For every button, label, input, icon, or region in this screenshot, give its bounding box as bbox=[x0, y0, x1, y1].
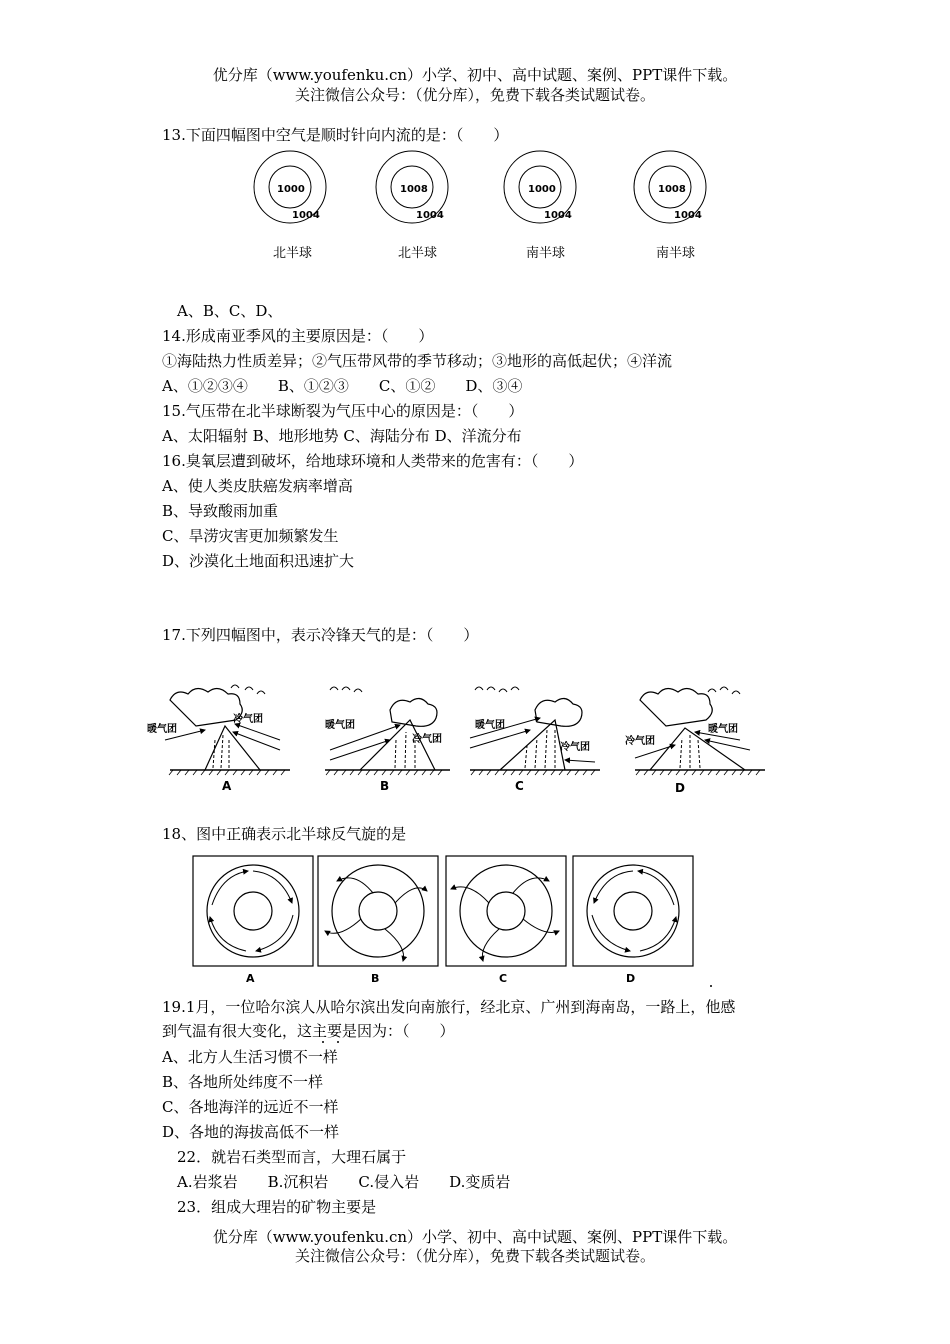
front-diagram-d bbox=[625, 687, 765, 795]
question-16: 16.臭氧层遭到破坏，给地球环境和人类带来的危害有：（ ） bbox=[162, 452, 584, 470]
isobar-outer-label: 1004 bbox=[544, 210, 572, 221]
cyclone-diagram-a bbox=[193, 856, 313, 985]
warm-air-mass-label: 暖气团 bbox=[325, 720, 355, 731]
question-13: 13.下面四幅图中空气是顺时针向内流的是：（ ） bbox=[162, 126, 509, 144]
hemisphere-label-a: 北半球 bbox=[273, 246, 313, 261]
front-letter-a: A bbox=[222, 779, 232, 793]
question-19-line-2: 到气温有很大变化，这主要是因为：（ ） bbox=[162, 1022, 455, 1040]
cyclone-letter-c: C bbox=[499, 972, 508, 985]
question-14: 14.形成南亚季风的主要原因是：（ ） bbox=[162, 327, 434, 345]
question-18: 18、图中正确表示北半球反气旋的是 bbox=[162, 825, 407, 843]
question-19-line-1: 19.1月，一位哈尔滨人从哈尔滨出发向南旅行，经北京、广州到海南岛，一路上，他感 bbox=[162, 998, 736, 1016]
question-23: 23．组成大理岩的矿物主要是 bbox=[177, 1198, 377, 1216]
q14-items: ①海陆热力性质差异；②气压带风带的季节移动；③地形的高低起伏；④洋流 bbox=[162, 352, 673, 370]
q19-option-d: D、各地的海拔高低不一样 bbox=[162, 1123, 340, 1141]
q13-diagrams bbox=[240, 145, 730, 235]
cold-air-mass-label: 冷气团 bbox=[412, 734, 442, 745]
isobar-inner-label: 1008 bbox=[400, 184, 428, 195]
warm-air-mass-label: 暖气团 bbox=[708, 724, 738, 735]
hemisphere-label-b: 北半球 bbox=[398, 246, 438, 261]
header-line-1: 优分库（www.youfenku.cn）小学、初中、高中试题、案例、PPT课件下载。 bbox=[212, 66, 738, 84]
q19-option-c: C、各地海洋的远近不一样 bbox=[162, 1098, 339, 1116]
cold-air-mass-label: 冷气团 bbox=[233, 714, 263, 725]
emphasis-dot bbox=[337, 1041, 339, 1043]
front-letter-c: C bbox=[515, 779, 524, 793]
q16-option-c: C、旱涝灾害更加频繁发生 bbox=[162, 527, 339, 545]
cyclone-letter-b: B bbox=[371, 972, 380, 985]
warm-air-mass-label: 暖气团 bbox=[475, 720, 505, 731]
q19-option-b: B、各地所处纬度不一样 bbox=[162, 1073, 324, 1091]
footer-line-1: 优分库（www.youfenku.cn）小学、初中、高中试题、案例、PPT课件下载。 bbox=[212, 1228, 738, 1246]
cold-air-mass-label: 冷气团 bbox=[560, 742, 590, 753]
isobar-diagram-d bbox=[634, 151, 706, 223]
q15-options: A、太阳辐射 B、地形地势 C、海陆分布 D、洋流分布 bbox=[162, 427, 522, 445]
isobar-outer-label: 1004 bbox=[674, 210, 702, 221]
question-17: 17.下列四幅图中，表示冷锋天气的是：（ ） bbox=[162, 626, 479, 644]
front-diagram-c bbox=[470, 687, 600, 793]
isobar-inner-label: 1000 bbox=[528, 184, 556, 195]
emphasis-dot bbox=[322, 1041, 324, 1043]
isobar-inner-label: 1008 bbox=[658, 184, 686, 195]
hemisphere-label-d: 南半球 bbox=[656, 246, 696, 261]
front-diagrams bbox=[147, 680, 765, 800]
footer-line-2: 关注微信公众号：（优分库），免费下载各类试题试卷。 bbox=[294, 1247, 655, 1265]
isobar-diagram-b bbox=[376, 151, 448, 223]
cyclone-diagram-c bbox=[446, 856, 566, 985]
front-diagram-a bbox=[147, 685, 290, 793]
cyclone-diagram-d bbox=[573, 856, 693, 985]
front-letter-b: B bbox=[380, 779, 390, 793]
q19-option-a: A、北方人生活习惯不一样 bbox=[162, 1048, 338, 1066]
question-15: 15.气压带在北半球断裂为气压中心的原因是：（ ） bbox=[162, 402, 524, 420]
q22-options: A.岩浆岩 B.沉积岩 C.侵入岩 D.变质岩 bbox=[177, 1173, 511, 1191]
header-line-2: 关注微信公众号：（优分库），免费下载各类试题试卷。 bbox=[294, 86, 655, 104]
isobar-outer-label: 1004 bbox=[416, 210, 444, 221]
q13-options: A、B、C、D、 bbox=[177, 302, 283, 320]
question-22: 22．就岩石类型而言，大理石属于 bbox=[177, 1148, 407, 1166]
cyclone-diagram-b bbox=[318, 856, 438, 985]
q16-option-a: A、使人类皮肤癌发病率增高 bbox=[162, 477, 353, 495]
front-letter-d: D bbox=[675, 781, 685, 795]
stray-dot bbox=[710, 985, 712, 987]
isobar-diagram-a bbox=[254, 151, 326, 223]
cyclone-letter-a: A bbox=[246, 972, 255, 985]
warm-air-mass-label: 暖气团 bbox=[147, 724, 177, 735]
q16-option-d: D、沙漠化土地面积迅速扩大 bbox=[162, 552, 355, 570]
cyclone-letter-d: D bbox=[626, 972, 636, 985]
isobar-diagram-c bbox=[504, 151, 576, 223]
hemisphere-label-c: 南半球 bbox=[526, 246, 566, 261]
isobar-inner-label: 1000 bbox=[277, 184, 305, 195]
cold-air-mass-label: 冷气团 bbox=[625, 736, 655, 747]
q16-option-b: B、导致酸雨加重 bbox=[162, 502, 279, 520]
cyclone-diagrams bbox=[190, 853, 700, 988]
q14-options: A、①②③④ B、①②③ C、①② D、③④ bbox=[162, 377, 523, 395]
front-diagram-b bbox=[325, 687, 450, 793]
isobar-outer-label: 1004 bbox=[292, 210, 320, 221]
